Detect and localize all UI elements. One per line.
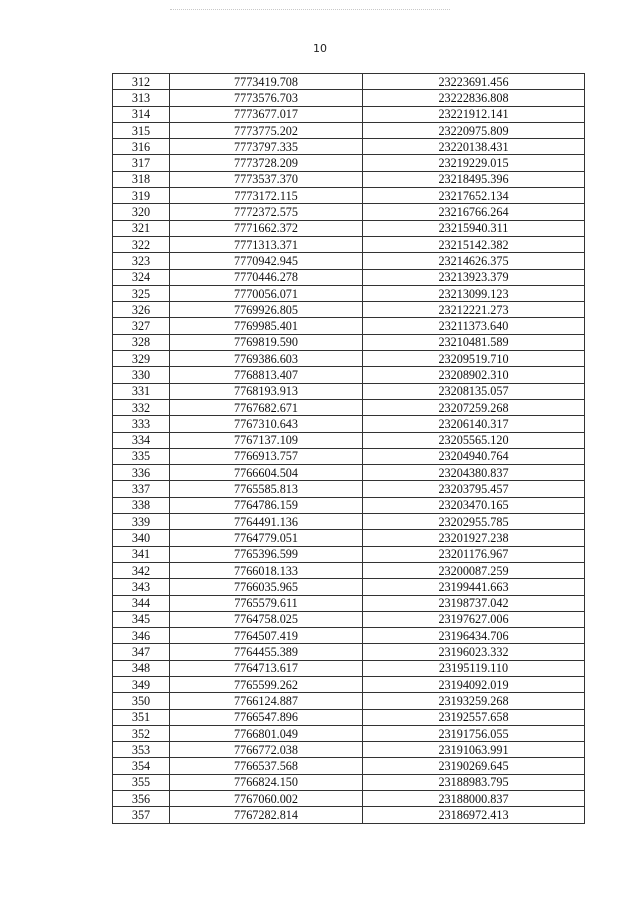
y-coordinate-cell: 23217652.134 bbox=[363, 188, 585, 204]
x-coordinate-cell: 7764779.051 bbox=[170, 530, 363, 546]
point-number-cell: 322 bbox=[113, 236, 170, 252]
point-number-cell: 350 bbox=[113, 693, 170, 709]
table-row bbox=[113, 106, 585, 122]
point-number-cell: 320 bbox=[113, 204, 170, 220]
table-row bbox=[113, 448, 585, 464]
y-coordinate-cell: 23186972.413 bbox=[363, 807, 585, 823]
point-number-cell: 317 bbox=[113, 155, 170, 171]
table-row bbox=[113, 204, 585, 220]
y-coordinate-cell: 23200087.259 bbox=[363, 562, 585, 578]
scan-artifact-line bbox=[170, 9, 450, 11]
y-coordinate-cell: 23203470.165 bbox=[363, 497, 585, 513]
y-coordinate-cell: 23218495.396 bbox=[363, 171, 585, 187]
table-row bbox=[113, 514, 585, 530]
x-coordinate-cell: 7765396.599 bbox=[170, 546, 363, 562]
x-coordinate-cell: 7767682.671 bbox=[170, 399, 363, 415]
point-number-cell: 356 bbox=[113, 791, 170, 807]
x-coordinate-cell: 7765579.611 bbox=[170, 595, 363, 611]
x-coordinate-cell: 7769386.603 bbox=[170, 351, 363, 367]
coordinates-table-body bbox=[113, 74, 585, 824]
table-row bbox=[113, 497, 585, 513]
x-coordinate-cell: 7769819.590 bbox=[170, 334, 363, 350]
table-row bbox=[113, 628, 585, 644]
y-coordinate-cell: 23197627.006 bbox=[363, 611, 585, 627]
point-number-cell: 329 bbox=[113, 351, 170, 367]
table-row bbox=[113, 546, 585, 562]
x-coordinate-cell: 7771313.371 bbox=[170, 236, 363, 252]
table-row bbox=[113, 139, 585, 155]
y-coordinate-cell: 23220138.431 bbox=[363, 139, 585, 155]
x-coordinate-cell: 7767137.109 bbox=[170, 432, 363, 448]
table-row bbox=[113, 416, 585, 432]
y-coordinate-cell: 23212221.273 bbox=[363, 302, 585, 318]
y-coordinate-cell: 23210481.589 bbox=[363, 334, 585, 350]
y-coordinate-cell: 23204380.837 bbox=[363, 465, 585, 481]
point-number-cell: 354 bbox=[113, 758, 170, 774]
x-coordinate-cell: 7764786.159 bbox=[170, 497, 363, 513]
table-row bbox=[113, 285, 585, 301]
point-number-cell: 313 bbox=[113, 90, 170, 106]
y-coordinate-cell: 23205565.120 bbox=[363, 432, 585, 448]
x-coordinate-cell: 7766801.049 bbox=[170, 725, 363, 741]
table-row bbox=[113, 171, 585, 187]
table-row bbox=[113, 220, 585, 236]
table-row bbox=[113, 432, 585, 448]
table-row bbox=[113, 188, 585, 204]
table-row bbox=[113, 595, 585, 611]
x-coordinate-cell: 7764491.136 bbox=[170, 514, 363, 530]
point-number-cell: 345 bbox=[113, 611, 170, 627]
x-coordinate-cell: 7766124.887 bbox=[170, 693, 363, 709]
point-number-cell: 340 bbox=[113, 530, 170, 546]
y-coordinate-cell: 23194092.019 bbox=[363, 676, 585, 692]
point-number-cell: 326 bbox=[113, 302, 170, 318]
point-number-cell: 357 bbox=[113, 807, 170, 823]
y-coordinate-cell: 23201176.967 bbox=[363, 546, 585, 562]
table-row bbox=[113, 74, 585, 90]
y-coordinate-cell: 23208902.310 bbox=[363, 367, 585, 383]
point-number-cell: 314 bbox=[113, 106, 170, 122]
table-row bbox=[113, 530, 585, 546]
table-row bbox=[113, 383, 585, 399]
y-coordinate-cell: 23202955.785 bbox=[363, 514, 585, 530]
x-coordinate-cell: 7773576.703 bbox=[170, 90, 363, 106]
y-coordinate-cell: 23213099.123 bbox=[363, 285, 585, 301]
point-number-cell: 353 bbox=[113, 742, 170, 758]
table-row bbox=[113, 465, 585, 481]
x-coordinate-cell: 7766537.568 bbox=[170, 758, 363, 774]
table-row bbox=[113, 611, 585, 627]
x-coordinate-cell: 7767310.643 bbox=[170, 416, 363, 432]
y-coordinate-cell: 23214626.375 bbox=[363, 253, 585, 269]
point-number-cell: 337 bbox=[113, 481, 170, 497]
x-coordinate-cell: 7765599.262 bbox=[170, 676, 363, 692]
table-row bbox=[113, 334, 585, 350]
point-number-cell: 321 bbox=[113, 220, 170, 236]
table-row bbox=[113, 758, 585, 774]
y-coordinate-cell: 23209519.710 bbox=[363, 351, 585, 367]
point-number-cell: 335 bbox=[113, 448, 170, 464]
point-number-cell: 355 bbox=[113, 774, 170, 790]
table-row bbox=[113, 399, 585, 415]
y-coordinate-cell: 23221912.141 bbox=[363, 106, 585, 122]
x-coordinate-cell: 7767060.002 bbox=[170, 791, 363, 807]
x-coordinate-cell: 7772372.575 bbox=[170, 204, 363, 220]
x-coordinate-cell: 7765585.813 bbox=[170, 481, 363, 497]
point-number-cell: 318 bbox=[113, 171, 170, 187]
x-coordinate-cell: 7773728.209 bbox=[170, 155, 363, 171]
table-row bbox=[113, 481, 585, 497]
point-number-cell: 324 bbox=[113, 269, 170, 285]
y-coordinate-cell: 23188983.795 bbox=[363, 774, 585, 790]
point-number-cell: 333 bbox=[113, 416, 170, 432]
y-coordinate-cell: 23219229.015 bbox=[363, 155, 585, 171]
x-coordinate-cell: 7773775.202 bbox=[170, 122, 363, 138]
point-number-cell: 334 bbox=[113, 432, 170, 448]
x-coordinate-cell: 7767282.814 bbox=[170, 807, 363, 823]
table-row bbox=[113, 791, 585, 807]
y-coordinate-cell: 23216766.264 bbox=[363, 204, 585, 220]
x-coordinate-cell: 7766913.757 bbox=[170, 448, 363, 464]
point-number-cell: 346 bbox=[113, 628, 170, 644]
point-number-cell: 336 bbox=[113, 465, 170, 481]
coordinates-table bbox=[112, 73, 585, 824]
y-coordinate-cell: 23198737.042 bbox=[363, 595, 585, 611]
table-row bbox=[113, 351, 585, 367]
table-row bbox=[113, 90, 585, 106]
table-row bbox=[113, 725, 585, 741]
y-coordinate-cell: 23191063.991 bbox=[363, 742, 585, 758]
x-coordinate-cell: 7764758.025 bbox=[170, 611, 363, 627]
y-coordinate-cell: 23188000.837 bbox=[363, 791, 585, 807]
y-coordinate-cell: 23206140.317 bbox=[363, 416, 585, 432]
table-row bbox=[113, 579, 585, 595]
table-row bbox=[113, 644, 585, 660]
point-number-cell: 332 bbox=[113, 399, 170, 415]
y-coordinate-cell: 23211373.640 bbox=[363, 318, 585, 334]
x-coordinate-cell: 7773677.017 bbox=[170, 106, 363, 122]
y-coordinate-cell: 23195119.110 bbox=[363, 660, 585, 676]
point-number-cell: 315 bbox=[113, 122, 170, 138]
x-coordinate-cell: 7773797.335 bbox=[170, 139, 363, 155]
page-number: 10 bbox=[313, 42, 327, 55]
y-coordinate-cell: 23215142.382 bbox=[363, 236, 585, 252]
y-coordinate-cell: 23222836.808 bbox=[363, 90, 585, 106]
point-number-cell: 323 bbox=[113, 253, 170, 269]
point-number-cell: 330 bbox=[113, 367, 170, 383]
x-coordinate-cell: 7770942.945 bbox=[170, 253, 363, 269]
x-coordinate-cell: 7764455.389 bbox=[170, 644, 363, 660]
table-row bbox=[113, 253, 585, 269]
table-row bbox=[113, 269, 585, 285]
point-number-cell: 343 bbox=[113, 579, 170, 595]
table-row bbox=[113, 693, 585, 709]
x-coordinate-cell: 7766772.038 bbox=[170, 742, 363, 758]
y-coordinate-cell: 23196023.332 bbox=[363, 644, 585, 660]
y-coordinate-cell: 23203795.457 bbox=[363, 481, 585, 497]
y-coordinate-cell: 23201927.238 bbox=[363, 530, 585, 546]
x-coordinate-cell: 7766547.896 bbox=[170, 709, 363, 725]
point-number-cell: 325 bbox=[113, 285, 170, 301]
table-row bbox=[113, 807, 585, 823]
y-coordinate-cell: 23196434.706 bbox=[363, 628, 585, 644]
table-row bbox=[113, 742, 585, 758]
table-row bbox=[113, 367, 585, 383]
table-row bbox=[113, 155, 585, 171]
point-number-cell: 319 bbox=[113, 188, 170, 204]
table-row bbox=[113, 660, 585, 676]
y-coordinate-cell: 23204940.764 bbox=[363, 448, 585, 464]
x-coordinate-cell: 7773537.370 bbox=[170, 171, 363, 187]
x-coordinate-cell: 7766035.965 bbox=[170, 579, 363, 595]
x-coordinate-cell: 7773419.708 bbox=[170, 74, 363, 90]
point-number-cell: 312 bbox=[113, 74, 170, 90]
y-coordinate-cell: 23192557.658 bbox=[363, 709, 585, 725]
table-row bbox=[113, 676, 585, 692]
y-coordinate-cell: 23213923.379 bbox=[363, 269, 585, 285]
y-coordinate-cell: 23208135.057 bbox=[363, 383, 585, 399]
point-number-cell: 349 bbox=[113, 676, 170, 692]
x-coordinate-cell: 7766824.150 bbox=[170, 774, 363, 790]
point-number-cell: 348 bbox=[113, 660, 170, 676]
point-number-cell: 352 bbox=[113, 725, 170, 741]
point-number-cell: 342 bbox=[113, 562, 170, 578]
x-coordinate-cell: 7764713.617 bbox=[170, 660, 363, 676]
y-coordinate-cell: 23193259.268 bbox=[363, 693, 585, 709]
point-number-cell: 327 bbox=[113, 318, 170, 334]
table-row bbox=[113, 122, 585, 138]
x-coordinate-cell: 7764507.419 bbox=[170, 628, 363, 644]
x-coordinate-cell: 7770446.278 bbox=[170, 269, 363, 285]
y-coordinate-cell: 23191756.055 bbox=[363, 725, 585, 741]
point-number-cell: 338 bbox=[113, 497, 170, 513]
table-row bbox=[113, 236, 585, 252]
y-coordinate-cell: 23220975.809 bbox=[363, 122, 585, 138]
table-row bbox=[113, 562, 585, 578]
y-coordinate-cell: 23199441.663 bbox=[363, 579, 585, 595]
x-coordinate-cell: 7766604.504 bbox=[170, 465, 363, 481]
point-number-cell: 331 bbox=[113, 383, 170, 399]
table-row bbox=[113, 318, 585, 334]
table-row bbox=[113, 302, 585, 318]
y-coordinate-cell: 23190269.645 bbox=[363, 758, 585, 774]
point-number-cell: 344 bbox=[113, 595, 170, 611]
x-coordinate-cell: 7768813.407 bbox=[170, 367, 363, 383]
x-coordinate-cell: 7770056.071 bbox=[170, 285, 363, 301]
table-row bbox=[113, 709, 585, 725]
x-coordinate-cell: 7766018.133 bbox=[170, 562, 363, 578]
point-number-cell: 328 bbox=[113, 334, 170, 350]
y-coordinate-cell: 23223691.456 bbox=[363, 74, 585, 90]
point-number-cell: 316 bbox=[113, 139, 170, 155]
x-coordinate-cell: 7768193.913 bbox=[170, 383, 363, 399]
point-number-cell: 341 bbox=[113, 546, 170, 562]
table-row bbox=[113, 774, 585, 790]
point-number-cell: 347 bbox=[113, 644, 170, 660]
point-number-cell: 339 bbox=[113, 514, 170, 530]
y-coordinate-cell: 23215940.311 bbox=[363, 220, 585, 236]
x-coordinate-cell: 7771662.372 bbox=[170, 220, 363, 236]
x-coordinate-cell: 7769926.805 bbox=[170, 302, 363, 318]
x-coordinate-cell: 7773172.115 bbox=[170, 188, 363, 204]
point-number-cell: 351 bbox=[113, 709, 170, 725]
x-coordinate-cell: 7769985.401 bbox=[170, 318, 363, 334]
y-coordinate-cell: 23207259.268 bbox=[363, 399, 585, 415]
